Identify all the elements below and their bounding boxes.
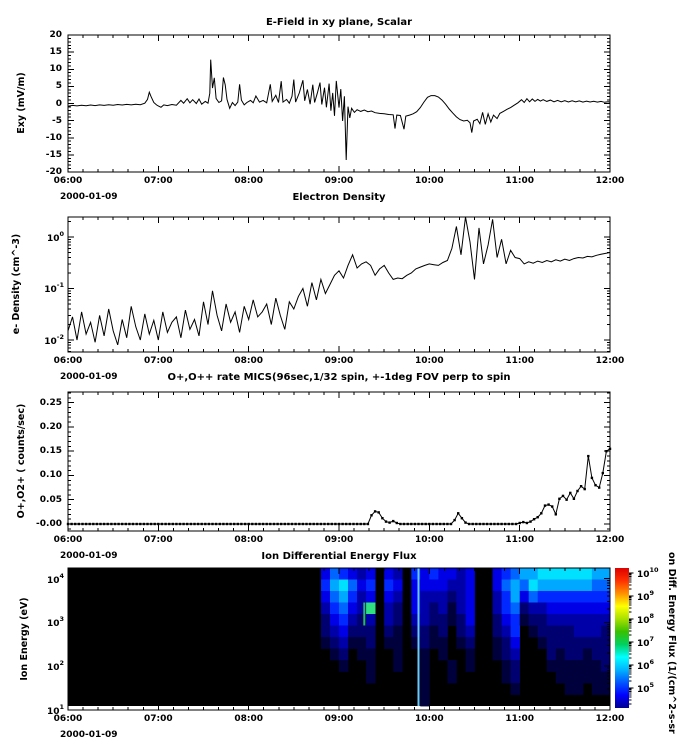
y-tick-label: $10^3$	[46, 615, 64, 630]
panel-efield-ylabel: Exy (mV/m)	[16, 72, 27, 134]
y-tick-label: 5	[55, 81, 62, 92]
date-label-panel4: 2000-01-09	[60, 730, 118, 740]
colorbar-tick-label: $10^8$	[637, 612, 655, 626]
x-tick-label: 09:00	[324, 714, 354, 724]
x-tick-label: 12:00	[595, 356, 625, 366]
date-label-panel2: 2000-01-09	[60, 372, 118, 382]
x-tick-label: 11:00	[505, 356, 534, 366]
x-tick-label: 06:00	[53, 714, 83, 724]
y-tick-label: -20	[45, 167, 62, 177]
x-tick-label: 07:00	[144, 714, 173, 724]
x-tick-label: 07:00	[144, 356, 173, 366]
x-tick-label: 12:00	[595, 535, 625, 545]
y-tick-label: $10^0$	[46, 229, 64, 244]
x-tick-label: 06:00	[53, 356, 83, 366]
panel-efield-title: E-Field in xy plane, Scalar	[265, 17, 413, 28]
y-tick-label: -5	[52, 115, 62, 126]
panel-density-ylabel: e- Density (cm^-3)	[11, 233, 22, 335]
colorbar-tick-label: $10^5$	[637, 681, 655, 695]
y-tick-label: -10	[45, 132, 62, 143]
date-label-panel1: 2000-01-09	[60, 192, 118, 202]
date-label-panel3: 2000-01-09	[60, 551, 118, 561]
y-tick-label: -0.00	[36, 519, 62, 529]
x-tick-label: 08:00	[234, 714, 263, 724]
x-tick-label: 10:00	[415, 714, 444, 724]
y-tick-label: 0.20	[39, 421, 62, 432]
colorbar-tick-label: $10^{10}$	[637, 566, 659, 580]
x-tick-label: 12:00	[595, 176, 625, 186]
panel-ionrate-title: O+,O++ rate MICS(96sec,1/32 spin, +-1deg FOV perp to spin	[167, 372, 511, 383]
y-tick-label: 20	[49, 30, 62, 40]
x-tick-label: 10:00	[415, 535, 444, 545]
panel-ionflux-title: Ion Differential Energy Flux	[261, 551, 417, 562]
y-tick-label: $10^1$	[46, 703, 64, 717]
x-tick-label: 09:00	[324, 356, 354, 366]
y-tick-label: 0.10	[39, 470, 62, 481]
y-tick-label: 0.25	[39, 397, 62, 408]
x-tick-label: 10:00	[415, 176, 444, 186]
y-tick-label: $10^{-2}$	[44, 332, 64, 347]
y-tick-label: $10^2$	[46, 659, 64, 674]
colorbar-tick-label: $10^7$	[637, 635, 655, 649]
x-tick-label: 08:00	[234, 535, 263, 545]
colorbar-label: on Diff. Energy Flux (1/(cm^2-s-sr	[666, 552, 677, 734]
y-tick-label: $10^{-1}$	[44, 281, 64, 296]
y-tick-label: -15	[45, 149, 62, 160]
x-tick-label: 07:00	[144, 176, 173, 186]
panel-ionrate-ylabel: O+,O2+ ( counts/sec)	[16, 403, 27, 519]
colorbar-tick-label: $10^9$	[637, 589, 655, 603]
panel-ionflux-ylabel: Ion Energy (eV)	[19, 597, 30, 681]
y-tick-label: $10^4$	[46, 571, 64, 586]
panel-density-title: Electron Density	[292, 192, 386, 203]
colorbar-tick-label: $10^6$	[637, 658, 655, 672]
y-tick-label: 0	[55, 98, 62, 109]
x-tick-label: 09:00	[324, 535, 354, 545]
colorbar	[615, 568, 629, 708]
y-tick-label: 10	[49, 64, 62, 75]
x-tick-label: 08:00	[234, 176, 263, 186]
x-tick-label: 11:00	[505, 176, 534, 186]
y-tick-label: 0.15	[39, 446, 62, 457]
x-tick-label: 09:00	[324, 176, 354, 186]
x-tick-label: 12:00	[595, 714, 625, 724]
y-tick-label: 0.05	[39, 494, 62, 505]
x-tick-label: 11:00	[505, 714, 534, 724]
x-tick-label: 11:00	[505, 535, 534, 545]
x-tick-label: 06:00	[53, 535, 83, 545]
y-tick-label: 15	[49, 47, 62, 58]
x-tick-label: 07:00	[144, 535, 173, 545]
x-tick-label: 10:00	[415, 356, 444, 366]
x-tick-label: 08:00	[234, 356, 263, 366]
x-tick-label: 06:00	[53, 176, 83, 186]
